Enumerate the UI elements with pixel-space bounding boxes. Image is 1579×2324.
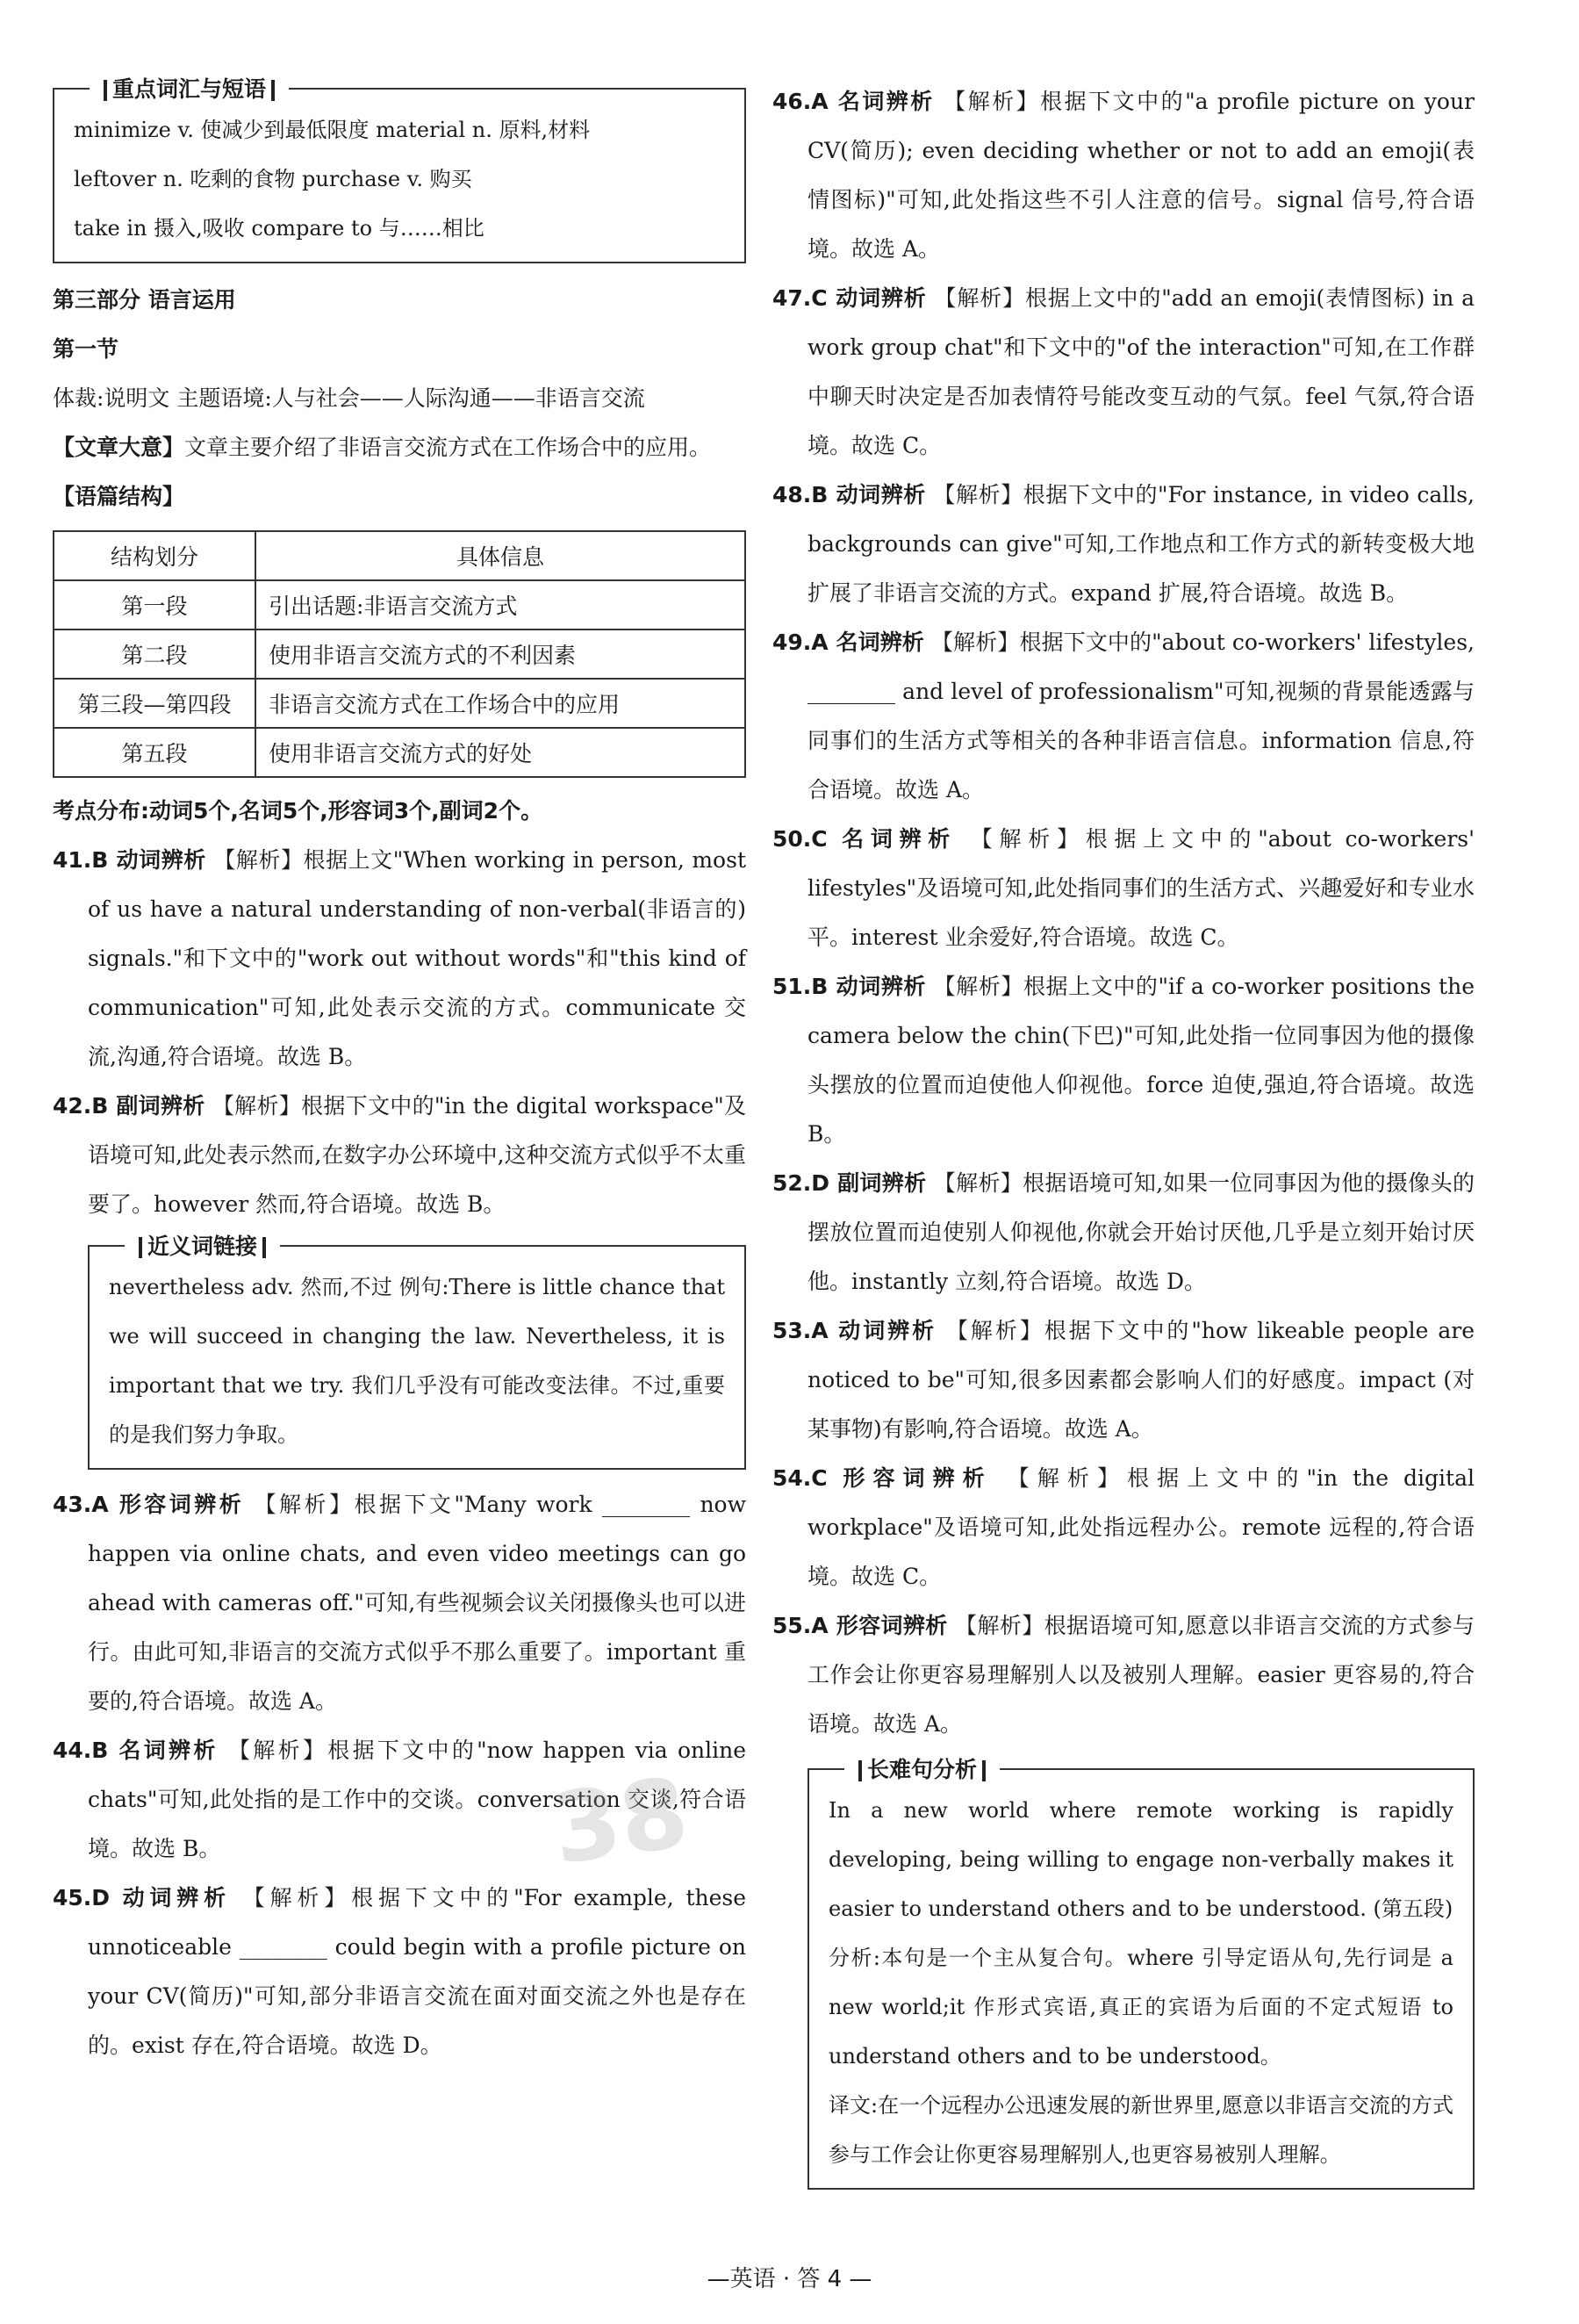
table-row bbox=[54, 728, 745, 777]
structure-label: 【语篇结构】 bbox=[53, 484, 185, 509]
answer-text: 【解析】根据上文中的"if a co-worker positions the camera below the chin(下巴)"可知,此处指一位同事因为他的摄像头摆放的位置而迫使他人仰视他。force 迫使,强迫,符合语境。故选 B。 bbox=[807, 974, 1475, 1147]
long-sentence-analysis: 分析:本句是一个主从复合句。where 引导定语从句,先行词是 a new world;it 作形式宾语,真正的宾语为后面的不定式短语 to understand others and to be understood。 bbox=[829, 1946, 1453, 2069]
answer-head: 43.A 形容词辨析 bbox=[53, 1492, 245, 1517]
answer-head: 41.B 动词辨析 bbox=[53, 847, 206, 873]
answer-head: 52.D 副词辨析 bbox=[772, 1170, 927, 1196]
table-cell: 第一段 bbox=[54, 580, 255, 630]
answer-head: 42.B 副词辨析 bbox=[53, 1093, 205, 1119]
genre-line: 体裁:说明文 主题语境:人与社会——人际沟通——非语言交流 bbox=[53, 385, 645, 411]
vocab-box bbox=[53, 76, 746, 263]
table-row bbox=[54, 630, 745, 679]
table-cell: 使用非语言交流方式的不利因素 bbox=[255, 630, 745, 679]
answer-head: 49.A 名词辨析 bbox=[772, 630, 924, 655]
vocab-line: minimize v. 使减少到最低限度 material n. 原料,材料 bbox=[74, 118, 591, 142]
answer-text: 【解析】根据上文中的"in the digital workplace"及语境可知,此处指远程办公。remote 远程的,符合语境。故选 C。 bbox=[807, 1465, 1475, 1589]
answer-item bbox=[772, 1601, 1475, 1749]
answer-item bbox=[772, 618, 1475, 815]
answer-text: 【解析】根据语境可知,如果一位同事因为他的摄像头的摆放位置而迫使别人仰视他,你就会开始讨厌他,几乎是立刻开始讨厌他。instantly 立刻,符合语境。故选 D。 bbox=[807, 1170, 1475, 1294]
answer-item bbox=[772, 962, 1475, 1159]
answer-text: 【解析】根据上文"When working in person, most of us have a natural understanding of non-verbal(非语言的) signals."和下文中的"work out without words"和"this kind of communication"可知,此处表示交流的方式。communicate 交流,沟通,符合语境。故选 B。 bbox=[88, 847, 746, 1069]
long-sentence-box-title: 长难句分析 bbox=[844, 1752, 1000, 1784]
answer-item bbox=[772, 1159, 1475, 1306]
synonym-box bbox=[88, 1234, 746, 1470]
summary-text: 文章主要介绍了非语言交流方式在工作场合中的应用。 bbox=[184, 435, 712, 460]
table-cell: 第二段 bbox=[54, 630, 255, 679]
table-cell: 第三段—第四段 bbox=[54, 679, 255, 728]
answer-item bbox=[53, 1726, 746, 1874]
table-cell: 引出话题:非语言交流方式 bbox=[255, 580, 745, 630]
part-heading: 第三部分 语言运用 bbox=[53, 287, 236, 313]
answer-head: 55.A 形容词辨析 bbox=[772, 1613, 948, 1638]
answer-item bbox=[53, 1480, 746, 1726]
table-cell: 非语言交流方式在工作场合中的应用 bbox=[255, 679, 745, 728]
table-header-row bbox=[54, 531, 745, 580]
vocab-box-title: 重点词汇与短语 bbox=[90, 72, 289, 104]
subsection-heading: 第一节 bbox=[53, 336, 119, 362]
answer-item bbox=[53, 1082, 746, 1229]
answer-text: 【解析】根据语境可知,愿意以非语言交流的方式参与工作会让你更容易理解别人以及被别人理解。easier 更容易的,符合语境。故选 A。 bbox=[807, 1613, 1475, 1737]
table-header: 结构划分 bbox=[54, 531, 255, 580]
answer-head: 46.A 名词辨析 bbox=[772, 89, 935, 114]
summary bbox=[53, 423, 746, 472]
table-header: 具体信息 bbox=[255, 531, 745, 580]
left-column bbox=[53, 77, 746, 2070]
distribution: 考点分布:动词5个,名词5个,形容词3个,副词2个。 bbox=[53, 798, 543, 824]
summary-label: 【文章大意】 bbox=[53, 435, 185, 460]
long-sentence-box bbox=[807, 1757, 1475, 2190]
answer-text: 【解析】根据下文中的"about co-workers' lifestyles, ________ and level of professionalism"可知,视频的背景能透露与同事们的生活方式等相关的各种非语言信息。information 信息,符合语境。故选 A。 bbox=[807, 630, 1475, 802]
answer-head: 51.B 动词辨析 bbox=[772, 974, 927, 999]
answer-head: 53.A 动词辨析 bbox=[772, 1318, 937, 1343]
table-row bbox=[54, 580, 745, 630]
vocab-line: take in 摄入,吸收 compare to 与……相比 bbox=[74, 216, 484, 241]
answer-text: 【解析】根据下文中的"how likeable people are noticed to be"可知,很多因素都会影响人们的好感度。impact (对某事物)有影响,符合语境。故选 A。 bbox=[807, 1318, 1475, 1442]
table-cell: 第五段 bbox=[54, 728, 255, 777]
watermark-logo: 38 bbox=[545, 1755, 695, 1887]
answer-head: 44.B 名词辨析 bbox=[53, 1738, 219, 1763]
synonym-box-title: 近义词链接 bbox=[125, 1229, 280, 1261]
page-footer: —英语 · 答 4 — bbox=[707, 2266, 872, 2292]
answer-head: 48.B 动词辨析 bbox=[772, 482, 926, 507]
answer-text: 【解析】根据下文中的"now happen via online chats"可知,此处指的是工作中的交谈。conversation 交谈,符合语境。故选 B。 bbox=[88, 1738, 747, 1861]
table-cell: 使用非语言交流方式的好处 bbox=[255, 728, 745, 777]
synonym-text: nevertheless adv. 然而,不过 例句:There is little chance that we will succeed in changing the law. Nevertheless, it is important that we try. 我们几乎没有可能改变法律。不过,重要的是我们努力争取。 bbox=[109, 1275, 725, 1447]
answer-item bbox=[772, 815, 1475, 962]
answer-text: 【解析】根据下文中的"For instance, in video calls, backgrounds can give"可知,工作地点和工作方式的新转变极大地扩展了非语言交流的方式。expand 扩展,符合语境。故选 B。 bbox=[807, 482, 1475, 606]
answer-text: 【解析】根据下文中的"a profile picture on your CV(简历); even deciding whether or not to add an emoji(表情图标)"可知,此处指这些不引人注意的信号。signal 信号,符合语境。故选 A。 bbox=[807, 89, 1475, 262]
answer-head: 47.C 动词辨析 bbox=[772, 285, 927, 311]
answer-item bbox=[772, 471, 1475, 618]
answer-item bbox=[53, 836, 746, 1082]
answer-head: 54.C 形容词辨析 bbox=[772, 1465, 993, 1491]
long-sentence: In a new world where remote working is rapidly developing, being willing to engage non-verbally makes it easier to understand others and to be understood. (第五段) bbox=[829, 1798, 1453, 1921]
right-column bbox=[772, 77, 1475, 2190]
answer-item bbox=[772, 1454, 1475, 1601]
answer-head: 50.C 名词辨析 bbox=[772, 826, 958, 852]
answer-text: 【解析】根据下文中的"in the digital workspace"及语境可知,此处表示然而,在数字办公环境中,这种交流方式似乎不太重要了。however 然而,符合语境。故选 B。 bbox=[88, 1093, 747, 1217]
answer-text: 【解析】根据下文"Many work ________ now happen via online chats, and even video meetings can go ahead with cameras off."可知,有些视频会议关闭摄像头也可以进行。由此可知,非语言的交流方式似乎不那么重要了。important 重要的,符合语境。故选 A。 bbox=[88, 1492, 746, 1714]
answer-text: 【解析】根据上文中的"add an emoji(表情图标) in a work group chat"和下文中的"of the interaction"可知,在工作群中聊天时决定是否加表情符号能改变互动的气氛。feel 气氛,符合语境。故选 C。 bbox=[807, 285, 1475, 458]
answer-item bbox=[772, 1306, 1475, 1454]
answer-head: 45.D 动词辨析 bbox=[53, 1885, 231, 1910]
table-row bbox=[54, 679, 745, 728]
long-sentence-translation: 译文:在一个远程办公迅速发展的新世界里,愿意以非语言交流的方式参与工作会让你更容易理解别人,也更容易被别人理解。 bbox=[829, 2093, 1453, 2167]
structure-table bbox=[53, 530, 746, 778]
answer-item bbox=[53, 1874, 746, 2070]
vocab-line: leftover n. 吃剩的食物 purchase v. 购买 bbox=[74, 167, 472, 191]
answer-text: 【解析】根据上文中的"about co-workers' lifestyles"及语境可知,此处指同事们的生活方式、兴趣爱好和专业水平。interest 业余爱好,符合语境。故选 C。 bbox=[807, 826, 1475, 950]
answer-text: 【解析】根据下文中的"For example, these unnoticeable ________ could begin with a profile picture on your CV(简历)"可知,部分非语言交流在面对面交流之外也是存在的。exist 存在,符合语境。故选 D。 bbox=[88, 1885, 747, 2058]
answer-item bbox=[772, 274, 1475, 471]
answer-item bbox=[772, 77, 1475, 274]
